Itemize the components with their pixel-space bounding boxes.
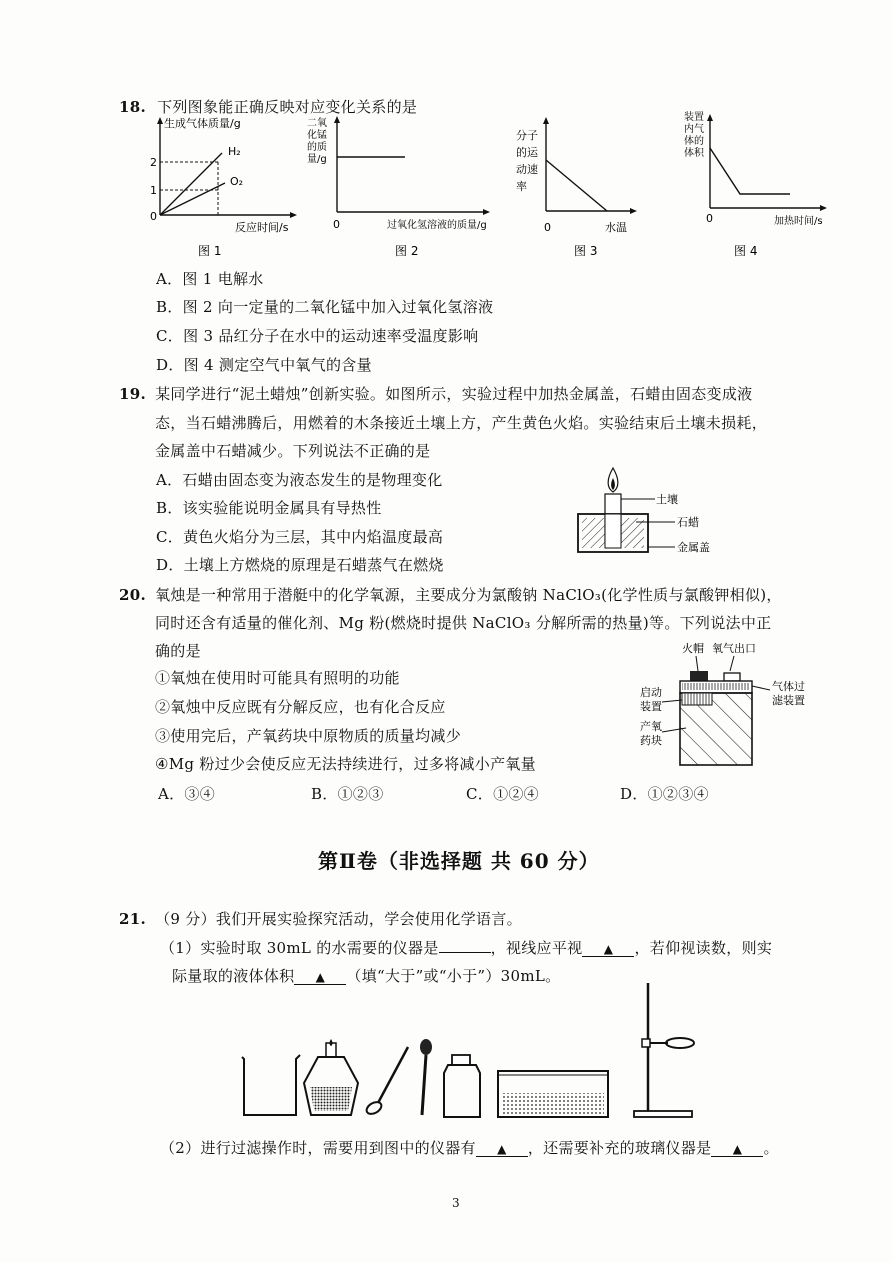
fig4-ylabel-1: 装置 <box>684 112 704 123</box>
q19-option-c: C．黄色火焰分为三层，其中内焰温度最高 <box>156 528 444 546</box>
q20-oxygen-candle-figure <box>630 638 820 777</box>
fig2-origin: 0 <box>333 218 340 231</box>
q20-statement-4: ④Mg 粉过少会使反应无法持续进行，过多将减小产氧量 <box>155 755 536 773</box>
fig2-ylabel-4: 量/g <box>307 154 327 165</box>
q21-apparatus-figure <box>230 975 730 1129</box>
q21-part1-line-1 <box>160 941 772 957</box>
fig1-xlabel: 反应时间/s <box>235 221 289 234</box>
q19-label-lid: 金属盖 <box>677 541 710 554</box>
q19-label-wax: 石蜡 <box>677 516 699 529</box>
fig4-xlabel: 加热时间/s <box>774 216 823 227</box>
q19-option-d: D．土壤上方燃烧的原理是石蜡蒸气在燃烧 <box>156 556 444 574</box>
q19-option-b: B．该实验能说明金属具有导热性 <box>156 499 382 517</box>
q18-figure-3 <box>512 115 662 264</box>
q21-blank-5-mark: ▲ <box>732 1142 743 1156</box>
section-title: 第Ⅱ卷（非选择题 共 60 分） <box>318 849 600 873</box>
q20-label-cap: 火帽 <box>682 642 704 655</box>
iron-stand-icon <box>634 983 694 1117</box>
q20-stem-text-1: 氧烛是一种常用于潜艇中的化学氧源，主要成分为氯酸钠 NaClO₃(化学性质与氯酸钾相似)， <box>155 586 782 604</box>
q21-blank-1[interactable] <box>439 952 491 953</box>
q18-figure-2 <box>305 112 505 264</box>
q21-p1-a: （1）实验时取 30mL 的水需要的仪器是 <box>160 939 439 957</box>
fig3-ylabel-1: 分子 <box>516 129 538 142</box>
q19-number: 19. <box>119 385 146 403</box>
q21-blank-3-mark: ▲ <box>315 970 326 984</box>
page-number: 3 <box>452 1196 460 1210</box>
q18-figure-1 <box>140 115 310 264</box>
q19-stem-line-3: 金属盖中石蜡减少。下列说法不正确的是 <box>155 442 431 460</box>
q20-stem-line-3: 确的是 <box>155 642 201 660</box>
fig3-ylabel-3: 动速 <box>516 163 538 176</box>
fig4-ylabel-2: 内气 <box>684 124 704 135</box>
q19-stem-line-2: 态，当石蜡沸腾后，用燃着的木条接近土壤上方，产生黄色火焰。实验结束后土壤未损耗， <box>155 414 768 432</box>
q20-label-starter-1: 启动 <box>640 686 662 699</box>
fig1-caption: 图 1 <box>198 244 222 258</box>
q19-stem-text-1: 某同学进行“泥土蜡烛”创新实验。如图所示，实验过程中加热金属盖，石蜡由固态变成液 <box>155 385 753 403</box>
q18-number: 18. <box>119 98 146 116</box>
fig1-origin: 0 <box>150 210 157 223</box>
fig1-ylabel: 生成气体质量/g <box>164 117 241 130</box>
fig1-o2-label: O₂ <box>230 175 244 188</box>
fig2-ylabel-3: 的质 <box>307 142 327 153</box>
fig4-origin: 0 <box>706 212 713 225</box>
q20-stem-line-2: 同时还含有适量的催化剂、Mg 粉(燃烧时提供 NaClO₃ 分解所需的热量)等。下列说法中正 <box>155 614 772 632</box>
fig4-ylabel-4: 体积 <box>684 148 704 159</box>
q20-statement-3: ③使用完后，产氧药块中原物质的质量均减少 <box>155 727 462 745</box>
water-trough-icon <box>498 1071 608 1117</box>
q20-option-a: A．③④ <box>158 785 216 803</box>
q21-number: 21. <box>119 910 146 928</box>
q20-statement-2: ②氧烛中反应既有分解反应，也有化合反应 <box>155 698 446 716</box>
q21-blank-4-mark: ▲ <box>497 1142 507 1156</box>
q21-p1-c: ，若仰视读数，则实 <box>634 939 773 957</box>
q20-label-filter-2: 滤装置 <box>772 694 805 707</box>
q21-part2-line <box>160 1141 779 1157</box>
fig3-ylabel-4: 率 <box>516 180 527 193</box>
fig1-tick-1: 1 <box>150 184 157 197</box>
q20-label-block-2: 药块 <box>640 734 662 747</box>
fig3-ylabel-2: 的运 <box>516 146 538 159</box>
q21-blank-5[interactable] <box>711 1141 763 1157</box>
q20-statement-1: ①氧烛在使用时可能具有照明的功能 <box>155 669 400 687</box>
q18-figure-4 <box>678 110 848 264</box>
q20-label-filter-1: 气体过 <box>772 680 805 693</box>
q21-p2-a: （2）进行过滤操作时，需要用到图中的仪器有 <box>160 1139 476 1157</box>
q20-option-d: D．①②③④ <box>620 785 709 803</box>
q21-p1-d: 际量取的液体体积 <box>172 967 295 985</box>
q21-blank-2[interactable] <box>582 941 634 957</box>
q18-option-b: B．图 2 向一定量的二氧化锰中加入过氧化氢溶液 <box>156 298 494 316</box>
q21-p1-e: （填“大于”或“小于”）30mL。 <box>346 967 561 985</box>
fig2-xlabel: 过氧化氢溶液的质量/g <box>387 220 487 231</box>
q18-option-c: C．图 3 品红分子在水中的运动速率受温度影响 <box>156 327 479 345</box>
q20-number: 20. <box>119 586 146 604</box>
dropper-icon <box>420 1039 432 1115</box>
fig2-ylabel-2: 化锰 <box>307 130 327 141</box>
fig1-tick-2: 2 <box>150 156 157 169</box>
fig3-caption: 图 3 <box>574 244 598 258</box>
q20-label-block-1: 产氧 <box>640 720 662 733</box>
q19-label-soil: 土壤 <box>656 493 678 506</box>
q18-option-d: D．图 4 测定空气中氧气的含量 <box>156 356 372 374</box>
fig3-origin: 0 <box>544 221 551 234</box>
q18-stem-text: 下列图象能正确反映对应变化关系的是 <box>157 98 418 116</box>
q21-intro: （9 分）我们开展实验探究活动，学会使用化学语言。 <box>155 910 522 928</box>
q19-stem-line-1 <box>119 387 752 402</box>
q19-option-a: A．石蜡由固态变为液态发生的是物理变化 <box>156 471 443 489</box>
q18-option-a: A．图 1 电解水 <box>156 270 264 288</box>
q21-intro-line <box>119 912 522 927</box>
spoon-icon <box>365 1047 408 1116</box>
q21-p1-b: ，视线应平视 <box>490 939 583 957</box>
q21-blank-4[interactable] <box>476 1141 528 1157</box>
q20-stem-line-1 <box>119 588 782 603</box>
q21-p2-b: ，还需要补充的玻璃仪器是 <box>527 1139 712 1157</box>
q19-mud-candle-figure <box>570 458 760 567</box>
reagent-bottle-icon <box>444 1055 480 1117</box>
q20-label-starter-2: 装置 <box>640 700 662 713</box>
beaker-icon <box>242 1055 300 1115</box>
q20-label-outlet: 氧气出口 <box>712 642 756 655</box>
fig4-ylabel-3: 体的 <box>684 136 704 147</box>
q20-option-b: B．①②③ <box>311 785 384 803</box>
fig1-h2-label: H₂ <box>228 145 241 158</box>
fig2-caption: 图 2 <box>395 244 419 258</box>
q21-blank-2-mark: ▲ <box>603 942 614 956</box>
fig3-xlabel: 水温 <box>605 221 627 234</box>
alcohol-lamp-icon <box>304 1039 358 1115</box>
q21-p2-end: 。 <box>763 1139 779 1157</box>
fig2-ylabel-1: 二氧 <box>307 118 327 129</box>
q20-option-c: C．①②④ <box>466 785 539 803</box>
fig4-caption: 图 4 <box>734 244 758 258</box>
